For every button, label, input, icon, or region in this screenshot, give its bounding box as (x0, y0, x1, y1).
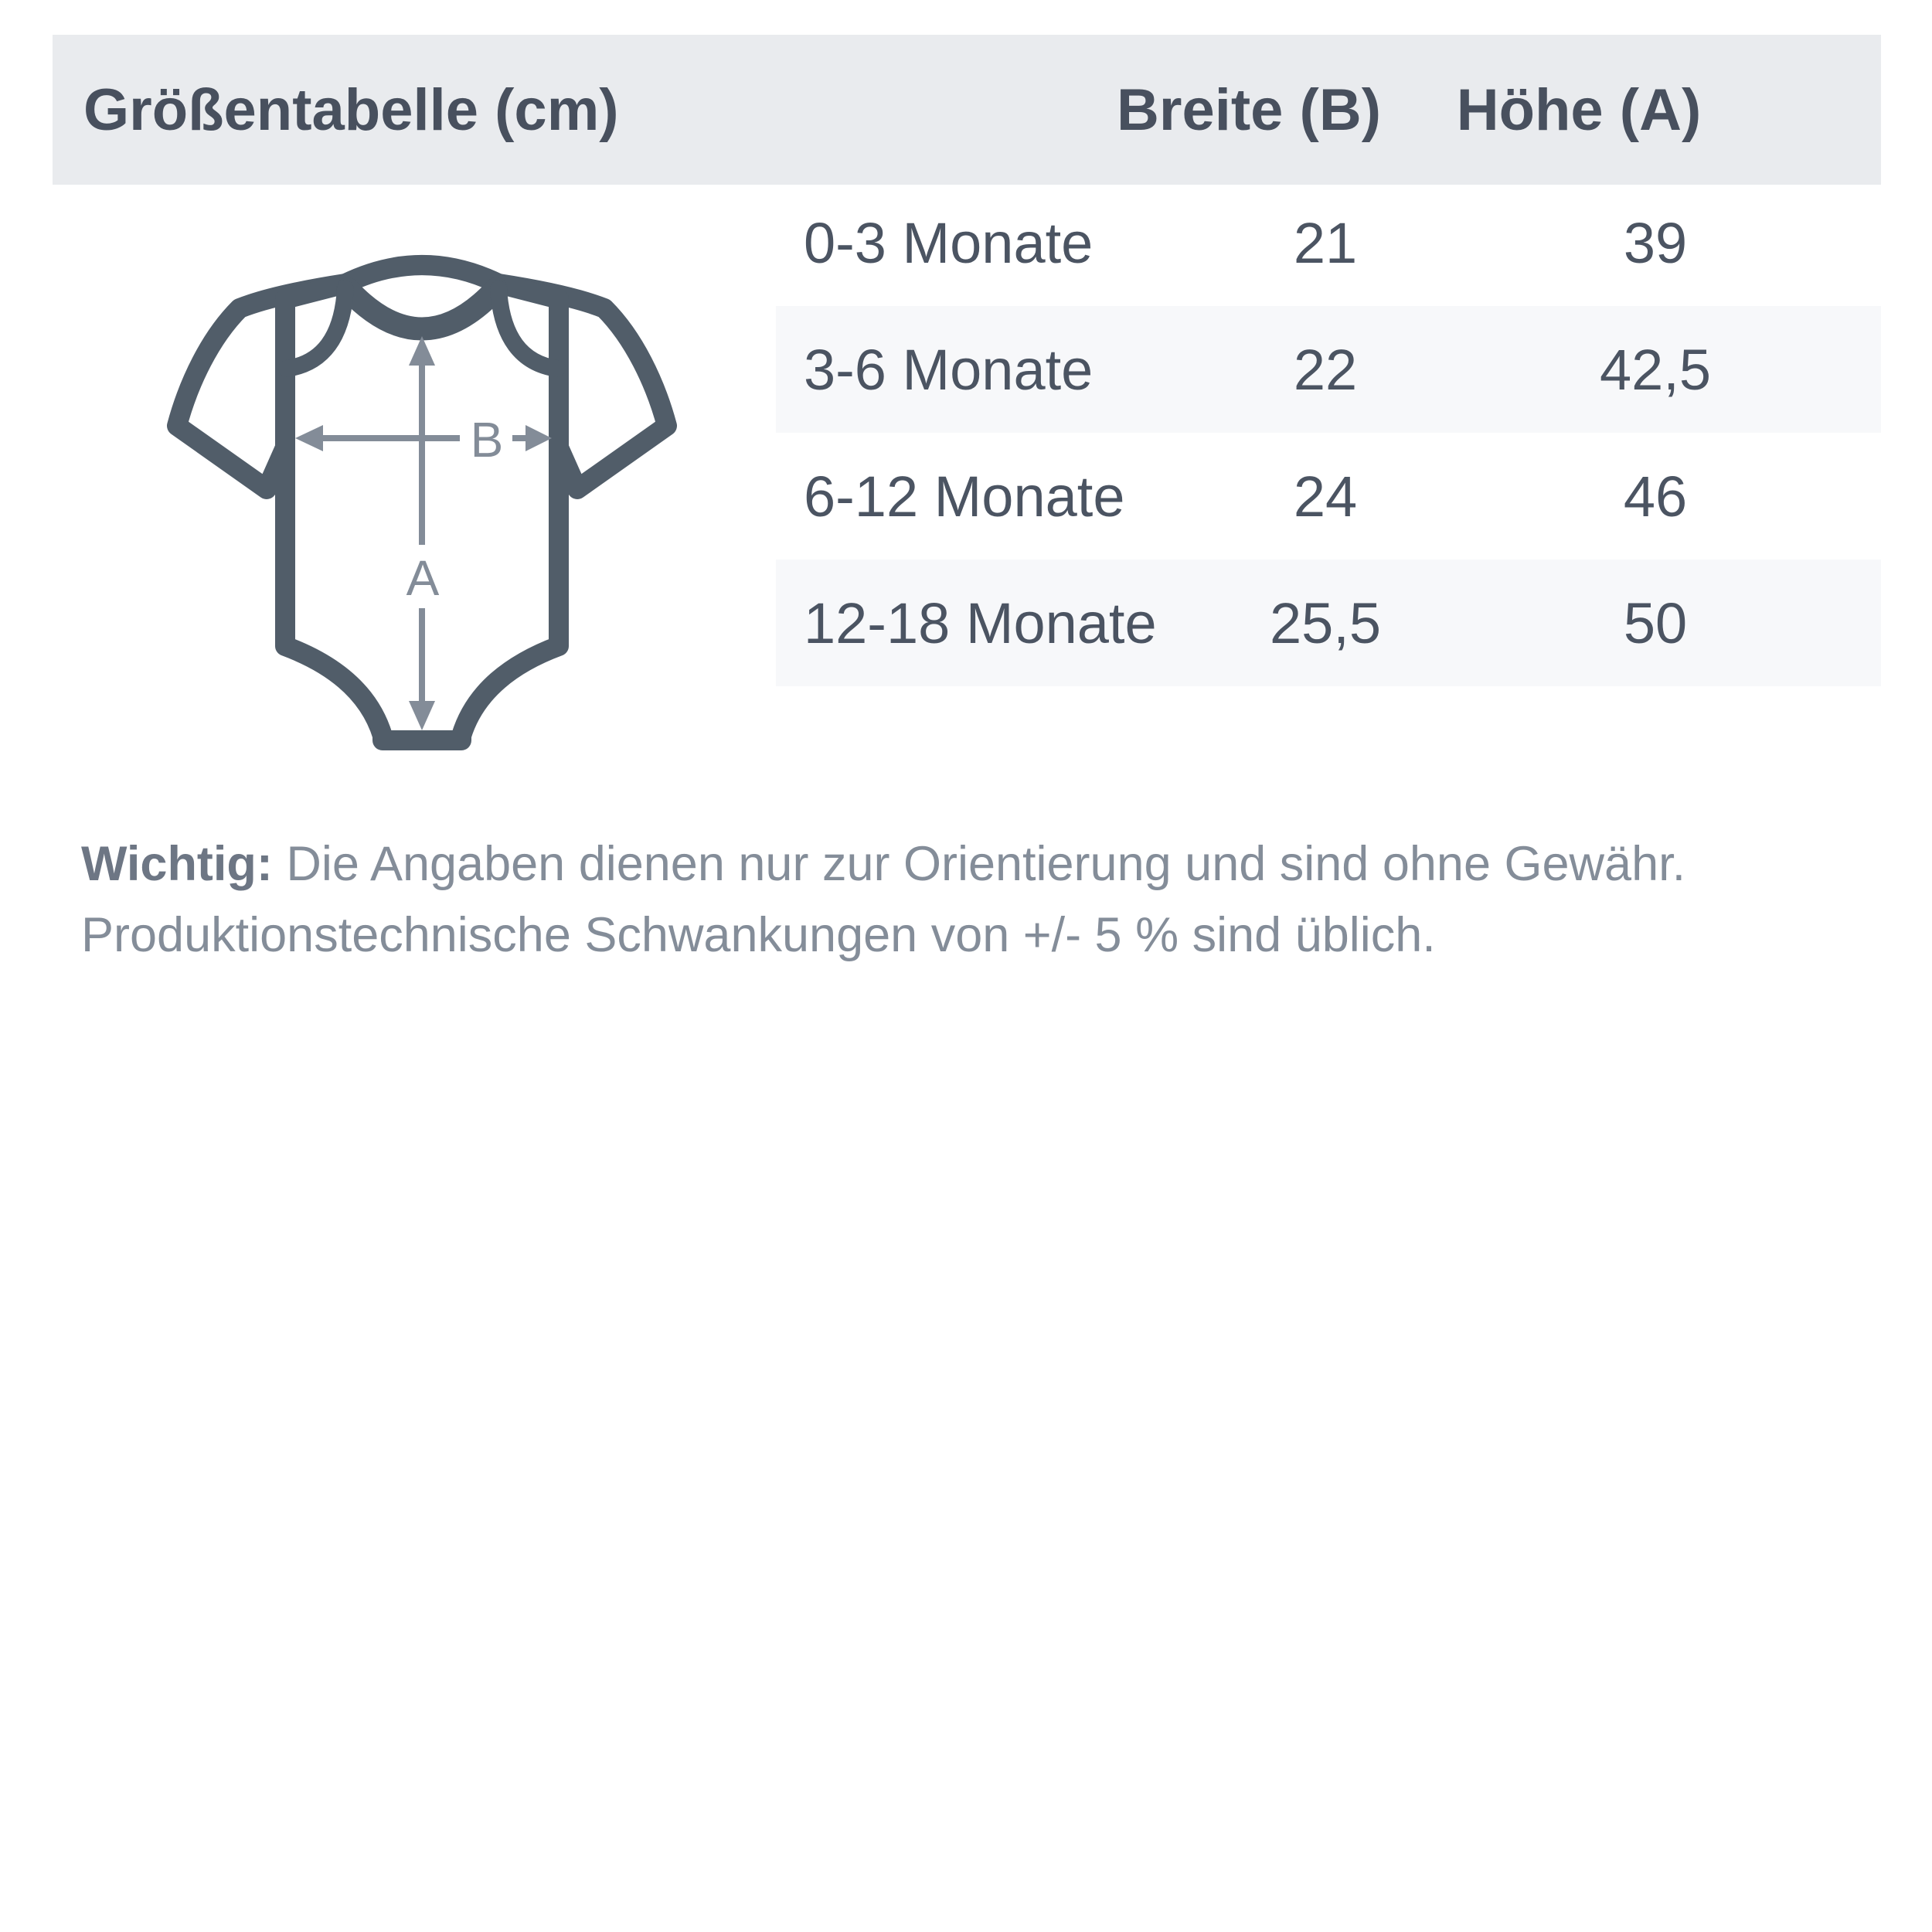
table-row (776, 179, 1881, 306)
table-row (776, 306, 1881, 433)
baby-bodysuit-icon (162, 251, 688, 777)
width-value: 21 (1293, 210, 1358, 275)
disclaimer-text-2: Produktionstechnische Schwankungen von +/- 5 % sind üblich. (81, 908, 1436, 962)
label-height-a: A (406, 550, 440, 606)
width-value: 25,5 (1269, 590, 1382, 655)
column-header-width: Breite (B) (1116, 77, 1382, 143)
size-label: 12-18 Monate (804, 590, 1157, 655)
column-header-height: Höhe (A) (1456, 77, 1702, 143)
size-label: 3-6 Monate (804, 337, 1094, 402)
height-value: 50 (1623, 590, 1688, 655)
height-value: 46 (1623, 464, 1688, 529)
disclaimer-bold-label: Wichtig: (81, 837, 273, 891)
table-row (776, 560, 1881, 686)
disclaimer-text-1: Die Angaben dienen nur zur Orientierung und sind ohne Gewähr. (272, 837, 1686, 891)
measurement-diagram (162, 251, 688, 777)
table-row (776, 433, 1881, 560)
table-header-bar (53, 35, 1881, 185)
height-value: 42,5 (1599, 337, 1712, 402)
size-table (776, 179, 1881, 686)
label-width-b: B (470, 412, 504, 468)
width-value: 24 (1293, 464, 1358, 529)
height-value: 39 (1623, 210, 1688, 275)
size-label: 6-12 Monate (804, 464, 1125, 529)
size-label: 0-3 Monate (804, 210, 1094, 275)
width-value: 22 (1293, 337, 1358, 402)
disclaimer-note (81, 828, 1859, 971)
disclaimer-line-2 (81, 900, 1859, 971)
page-title: Größentabelle (cm) (83, 77, 619, 143)
disclaimer-line-1 (81, 828, 1859, 900)
